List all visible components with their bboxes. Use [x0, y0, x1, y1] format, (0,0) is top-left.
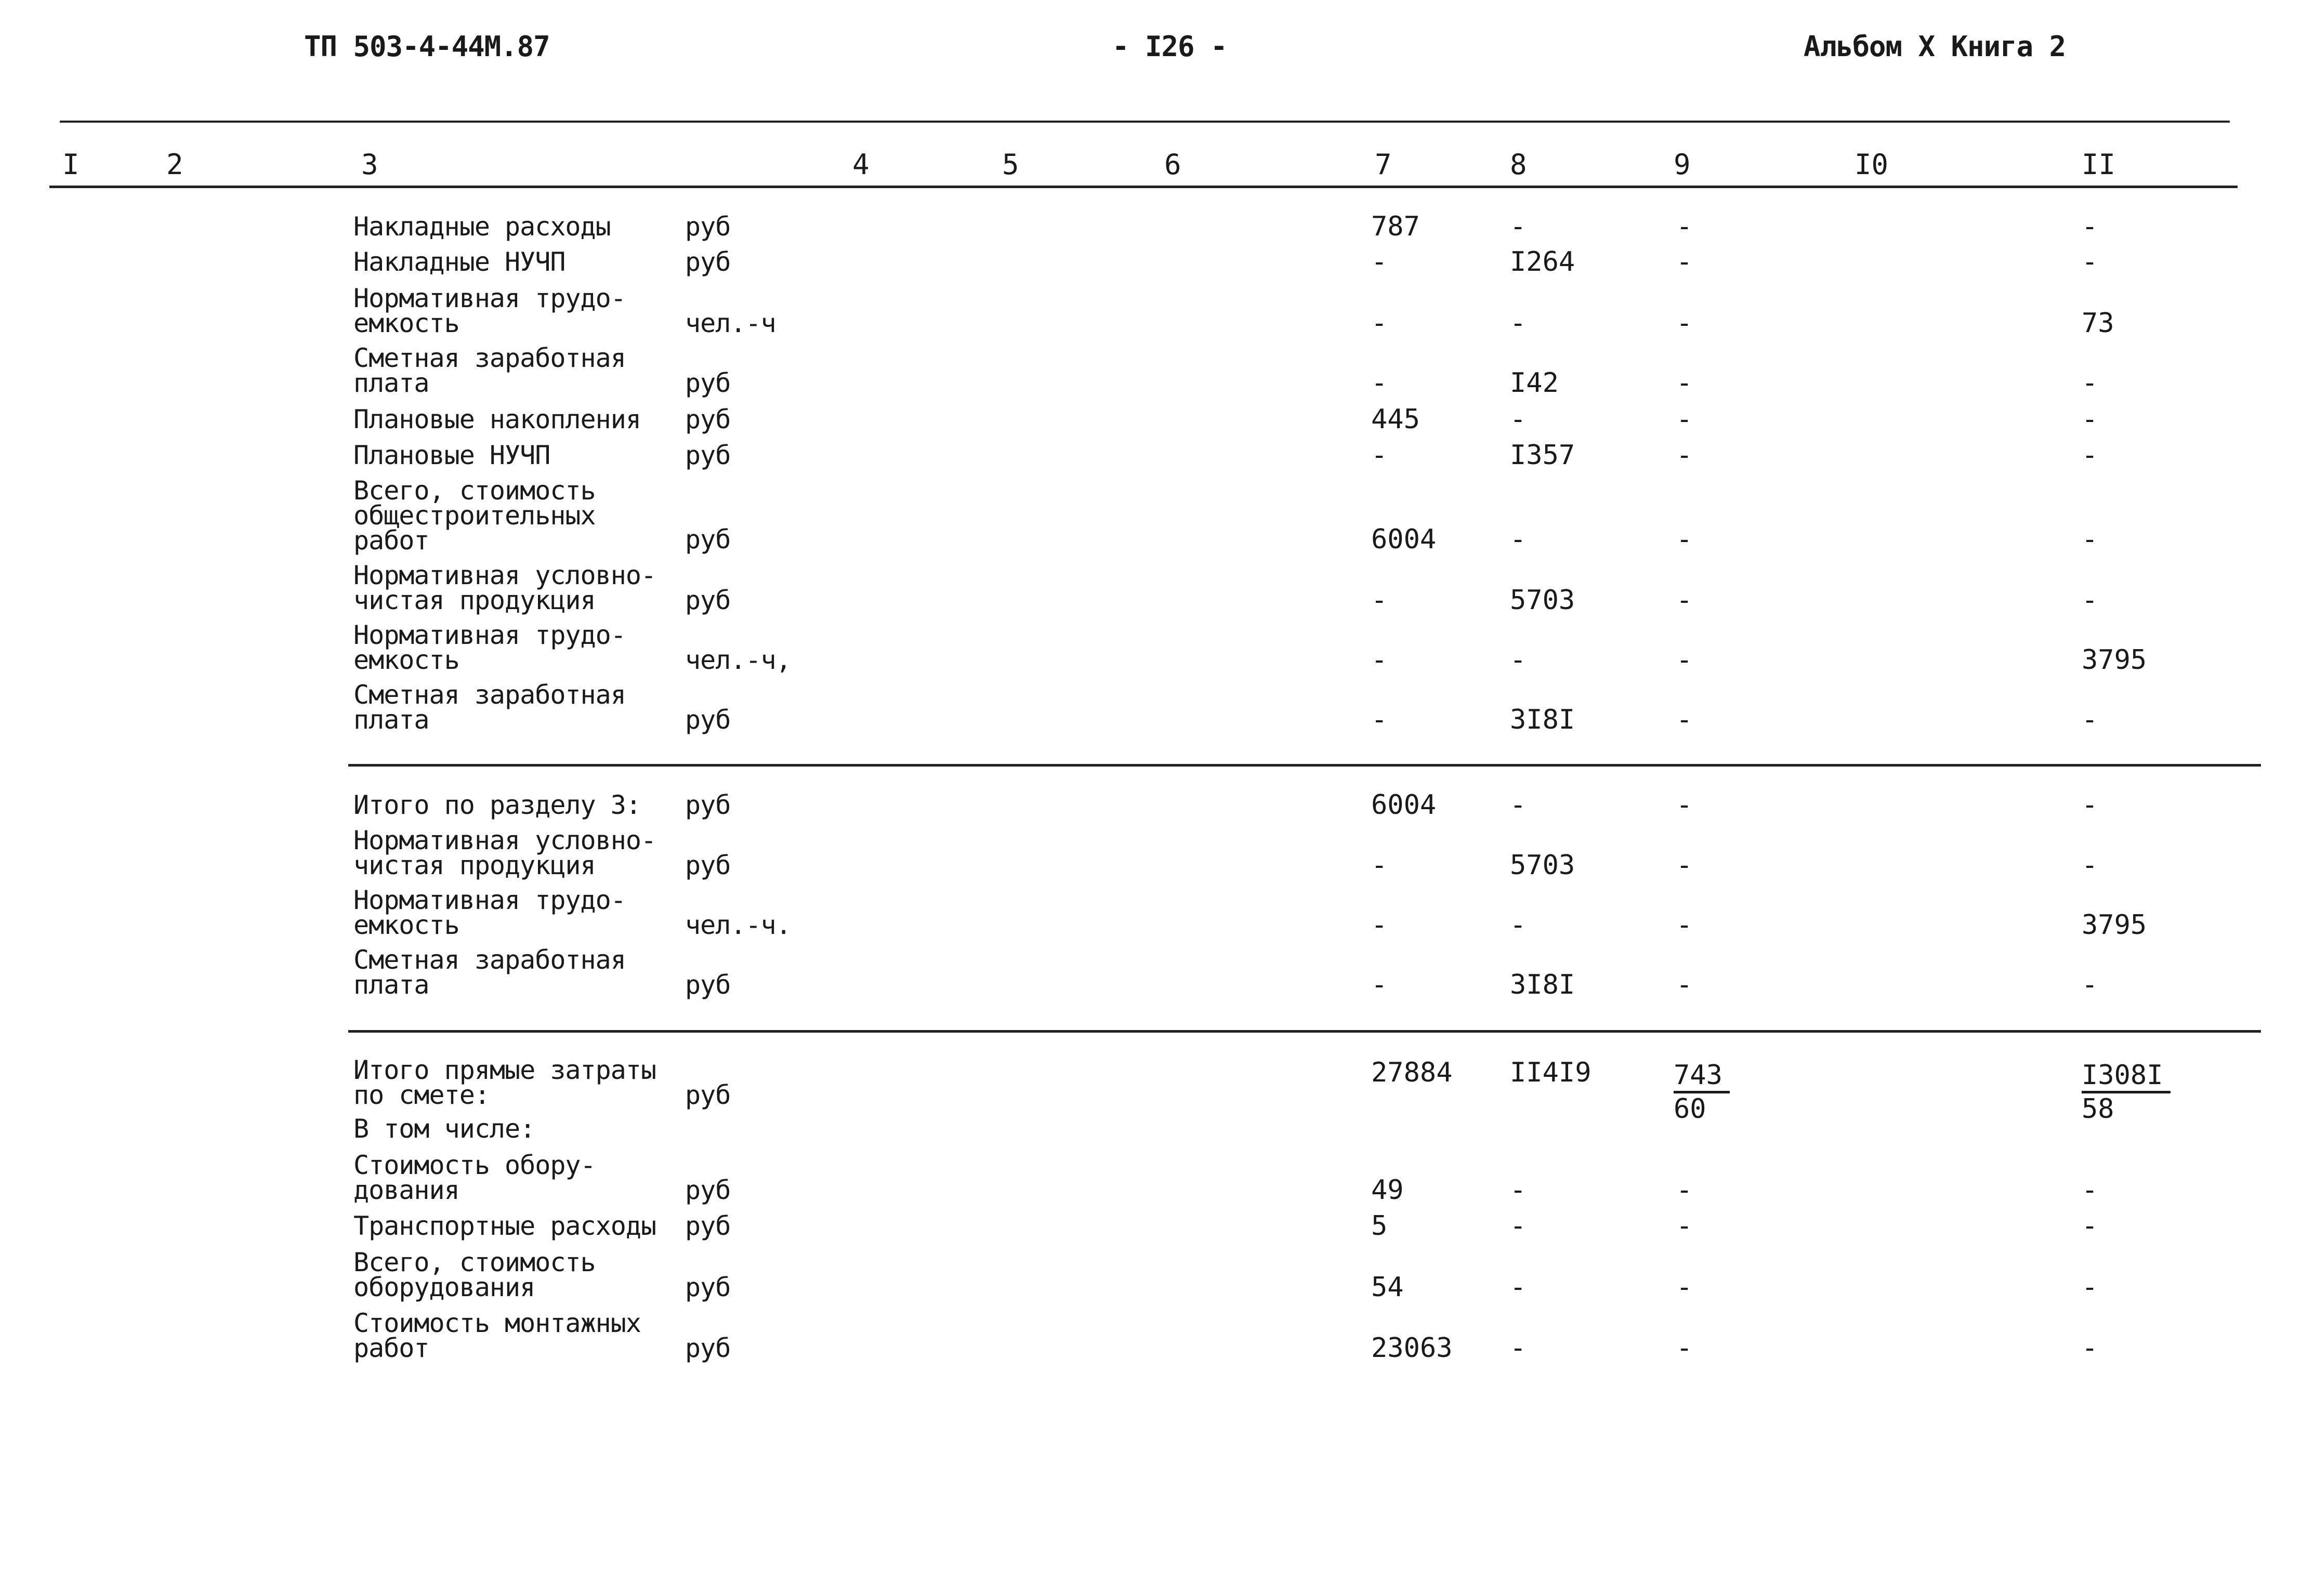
unit: руб: [685, 705, 731, 735]
doc-code: ТП 503-4-44М.87: [304, 30, 550, 63]
value-col8: 5703: [1510, 585, 1575, 616]
value-col11: -: [2082, 1175, 2098, 1206]
col-header-11: II: [2082, 148, 2116, 181]
value-col8: -: [1510, 1210, 1527, 1242]
col-header-5: 5: [1002, 148, 1019, 181]
value-col9: -: [1676, 211, 1693, 242]
value-col8: -: [1510, 789, 1527, 821]
value-col11: 3795: [2082, 909, 2147, 941]
label-total-construction: Всего, стоимость общестроительных работ: [353, 476, 596, 556]
value-col11: -: [2082, 524, 2098, 555]
value-col7: 445: [1371, 404, 1420, 435]
value-col7: 6004: [1371, 524, 1437, 555]
value-col7: -: [1371, 308, 1388, 339]
value-col9: -: [1676, 704, 1693, 735]
unit: руб: [685, 1333, 731, 1363]
label-direct-costs-total: Итого прямые затраты по смете:: [353, 1055, 656, 1110]
value-col11: -: [2082, 246, 2098, 278]
value-col7: 787: [1371, 211, 1420, 242]
label-transport-costs: Транспортные расходы: [353, 1211, 656, 1241]
value-col11: -: [2082, 440, 2098, 471]
unit: руб: [685, 850, 731, 880]
value-col7: 6004: [1371, 789, 1437, 821]
label-installation-cost: Стоимость монтажных работ: [353, 1308, 641, 1363]
value-col9: -: [1676, 909, 1693, 941]
col-header-3: 3: [361, 148, 378, 181]
value-col9: -: [1676, 1333, 1693, 1364]
value-col8: -: [1510, 909, 1527, 941]
label-section-total: Итого по разделу 3:: [353, 790, 641, 820]
value-col9: -: [1676, 246, 1693, 278]
fraction-denominator: 60: [1674, 1093, 1706, 1125]
label-wages: Сметная заработная плата: [353, 343, 626, 398]
label-total-equipment: Всего, стоимость оборудования: [353, 1247, 596, 1302]
unit: руб: [685, 247, 731, 277]
value-col9: -: [1676, 1175, 1693, 1206]
value-col9: -: [1676, 644, 1693, 676]
value-col7: -: [1371, 969, 1388, 1000]
album-label: Альбом X Книга 2: [1804, 30, 2066, 63]
fraction-col11: [2082, 1060, 2171, 1125]
label-overhead-nuchp: Накладные НУЧП: [353, 247, 565, 277]
col-header-6: 6: [1164, 148, 1181, 181]
value-col8: I357: [1510, 440, 1575, 471]
section-divider: [348, 1030, 2261, 1033]
col-header-4: 4: [852, 148, 870, 181]
label-labor-intensity: Нормативная трудо- емкость: [353, 885, 626, 940]
value-col8: -: [1510, 308, 1527, 339]
value-col8: 3I8I: [1510, 969, 1575, 1000]
label-labor-intensity: Нормативная трудо- емкость: [353, 283, 626, 338]
value-col11: -: [2082, 585, 2098, 616]
value-col8: -: [1510, 1333, 1527, 1364]
value-col11: -: [2082, 704, 2098, 735]
value-col11: -: [2082, 850, 2098, 881]
value-col9: -: [1676, 850, 1693, 881]
value-col7: 54: [1371, 1272, 1404, 1303]
value-col9: -: [1676, 789, 1693, 821]
value-col7: -: [1371, 850, 1388, 881]
value-col7: -: [1371, 440, 1388, 471]
value-col8: 5703: [1510, 850, 1575, 881]
value-col7: 27884: [1371, 1057, 1453, 1088]
value-col8: II4I9: [1510, 1057, 1591, 1088]
unit: руб: [685, 1211, 731, 1241]
col-header-1: I: [62, 148, 80, 181]
column-header-rule: [49, 186, 2238, 188]
unit: руб: [685, 1080, 731, 1110]
value-col7: -: [1371, 585, 1388, 616]
label-net-production: Нормативная условно- чистая продукция: [353, 560, 656, 615]
label-overhead: Накладные расходы: [353, 212, 611, 242]
value-col8: 3I8I: [1510, 704, 1575, 735]
label-planned-nuchp: Плановые НУЧП: [353, 440, 550, 470]
value-col11: -: [2082, 1333, 2098, 1364]
unit: руб: [685, 404, 731, 434]
label-equipment-cost: Стоимость обору- дования: [353, 1150, 596, 1205]
unit: чел.-ч,: [685, 645, 791, 675]
section-divider: [348, 764, 2261, 767]
value-col7: -: [1371, 644, 1388, 676]
value-col7: 49: [1371, 1175, 1404, 1206]
col-header-9: 9: [1674, 148, 1691, 181]
value-col11: -: [2082, 789, 2098, 821]
value-col9: -: [1676, 367, 1693, 399]
value-col9: -: [1676, 440, 1693, 471]
label-including: В том числе:: [353, 1114, 535, 1144]
value-col9: -: [1676, 404, 1693, 435]
col-header-7: 7: [1375, 148, 1392, 181]
unit: руб: [685, 440, 731, 470]
value-col11: -: [2082, 404, 2098, 435]
col-header-10: I0: [1854, 148, 1889, 181]
unit: руб: [685, 790, 731, 820]
label-net-production: Нормативная условно- чистая продукция: [353, 825, 656, 880]
unit: руб: [685, 212, 731, 242]
value-col8: -: [1510, 644, 1527, 676]
value-col8: I264: [1510, 246, 1575, 278]
top-rule: [60, 121, 2230, 123]
unit: руб: [685, 1272, 731, 1302]
fraction-numerator: I308I: [2082, 1063, 2171, 1093]
value-col11: 73: [2082, 308, 2114, 339]
value-col9: -: [1676, 969, 1693, 1000]
label-wages: Сметная заработная плата: [353, 680, 626, 735]
value-col8: -: [1510, 211, 1527, 242]
value-col9: -: [1676, 585, 1693, 616]
unit: руб: [685, 524, 731, 555]
unit: чел.-ч: [685, 308, 776, 338]
col-header-2: 2: [166, 148, 183, 181]
value-col11: -: [2082, 367, 2098, 399]
unit: руб: [685, 970, 731, 1000]
fraction-numerator: 743: [1674, 1063, 1730, 1093]
value-col7: 23063: [1371, 1333, 1453, 1364]
value-col11: -: [2082, 1210, 2098, 1242]
value-col7: -: [1371, 246, 1388, 278]
value-col7: -: [1371, 909, 1388, 941]
value-col9: -: [1676, 524, 1693, 555]
value-col7: -: [1371, 367, 1388, 399]
value-col11: -: [2082, 211, 2098, 242]
value-col9: -: [1676, 1210, 1693, 1242]
value-col7: -: [1371, 704, 1388, 735]
unit: руб: [685, 368, 731, 398]
value-col8: I42: [1510, 367, 1559, 399]
value-col9: -: [1676, 308, 1693, 339]
label-wages: Сметная заработная плата: [353, 945, 626, 1000]
unit: чел.-ч.: [685, 910, 791, 940]
fraction-denominator: 58: [2082, 1093, 2114, 1125]
value-col7: 5: [1371, 1210, 1388, 1242]
label-planned-savings: Плановые накопления: [353, 404, 641, 434]
fraction-col9: [1674, 1060, 1730, 1125]
value-col8: -: [1510, 1175, 1527, 1206]
unit: руб: [685, 1175, 731, 1205]
label-labor-intensity: Нормативная трудо- емкость: [353, 620, 626, 675]
value-col11: -: [2082, 1272, 2098, 1303]
col-header-8: 8: [1510, 148, 1527, 181]
value-col8: -: [1510, 1272, 1527, 1303]
unit: руб: [685, 585, 731, 615]
value-col11: 3795: [2082, 644, 2147, 676]
page-number: - I26 -: [1112, 30, 1227, 63]
value-col9: -: [1676, 1272, 1693, 1303]
value-col8: -: [1510, 404, 1527, 435]
value-col11: -: [2082, 969, 2098, 1000]
value-col8: -: [1510, 524, 1527, 555]
